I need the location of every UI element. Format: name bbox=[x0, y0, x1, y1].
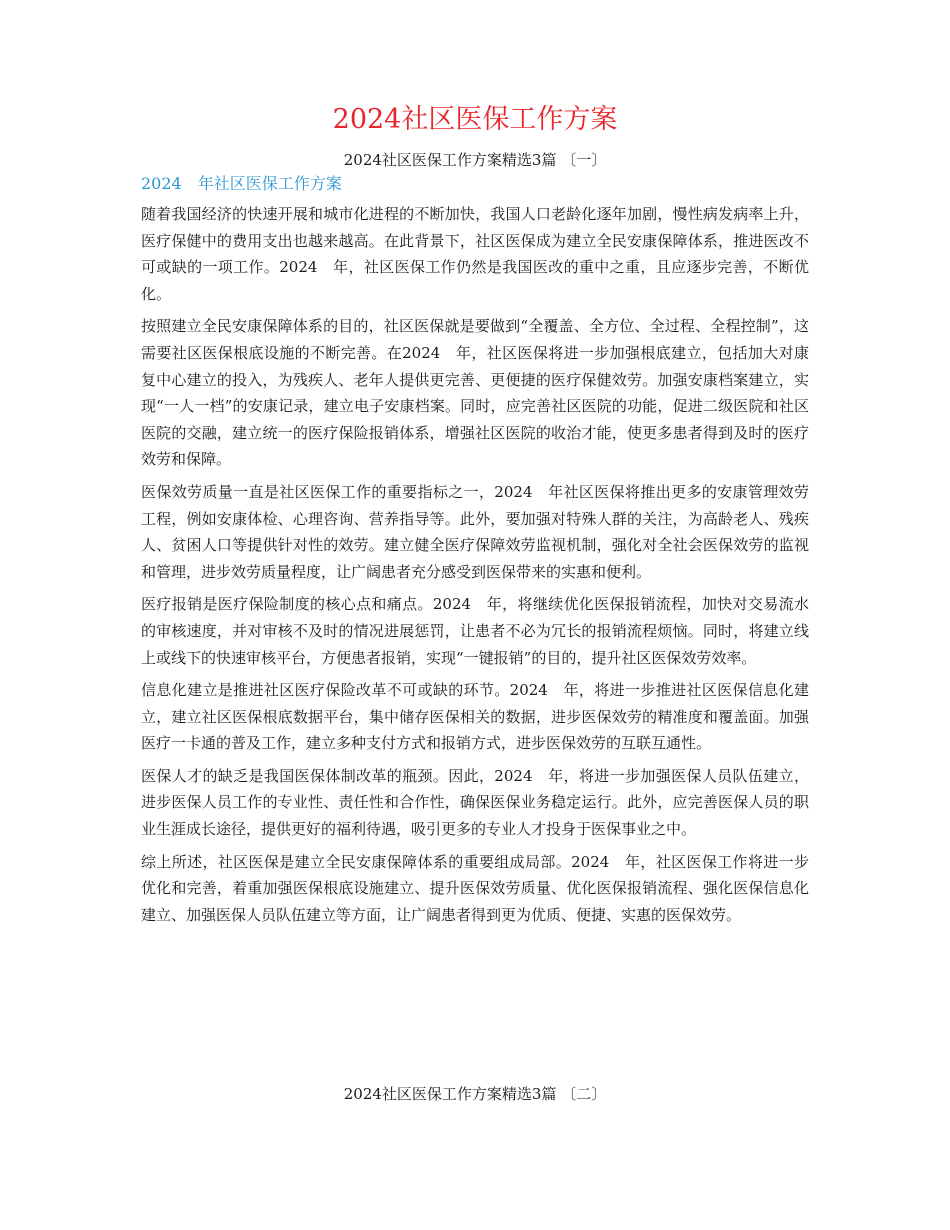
body-paragraph: 医保人才的缺乏是我国医保体制改革的瓶颈。因此，2024 年，将进一步加强医保人员队伍建立，进步医保人员工作的专业性、责任性和合作性，确保医保业务稳定运行。此外，应完善医保人员的职业生涯成长途径，提供更好的福利待遇，吸引更多的专业人才投身于医保事业之中。 bbox=[141, 766, 809, 839]
body-paragraph: 医疗报销是医疗保险制度的核心点和痛点。2024 年，将继续优化医保报销流程，加快对交易流水的审核速度，并对审核不及时的情况进展惩罚，让患者不必为冗长的报销流程烦恼。同时，将建立线上或线下的快速审核平台，方便患者报销，实现“一键报销”的目的，提升社区医保效劳效率。 bbox=[141, 595, 809, 667]
body-paragraph: 随着我国经济的快速开展和城市化进程的不断加快，我国人口老龄化逐年加剧，慢性病发病率上升，医疗保健中的费用支出也越来越高。在此背景下，社区医保成为建立全民安康保障体系，推进医改不可或缺的一项工作。2024 年，社区医保工作仍然是我国医改的重中之重，且应逐步完善，不断优化。 bbox=[141, 205, 809, 303]
body-paragraph: 综上所述，社区医保是建立全民安康保障体系的重要组成局部。2024 年，社区医保工作将进一步优化和完善，着重加强医保根底设施建立、提升医保效劳质量、优化医保报销流程、强化医保信息化建立、加强医保人员队伍建立等方面，让广阔患者得到更为优质、便捷、实惠的医保效劳。 bbox=[141, 852, 809, 924]
section-subheading-1: 2024 年社区医保工作方案 bbox=[141, 174, 342, 193]
body-paragraph: 医保效劳质量一直是社区医保工作的重要指标之一，2024 年社区医保将推出更多的安康管理效劳工程，例如安康体检、心理咨询、营养指导等。此外，要加强对特殊人群的关注，为高龄老人、残疾人、贫困人口等提供针对性的效劳。建立健全医疗保障效劳监视机制，强化对全社会医保效劳的监视和管理，进步效劳质量程度，让广阔患者充分感受到医保带来的实惠和便利。 bbox=[141, 482, 809, 581]
document-title: 2024社区医保工作方案 bbox=[332, 104, 618, 135]
section-heading-2: 2024社区医保工作方案精选3篇 〔二〕 bbox=[343, 1085, 607, 1103]
document-body bbox=[141, 201, 809, 934]
body-paragraph: 按照建立全民安康保障体系的目的，社区医保就是要做到“全覆盖、全方位、全过程、全程控制”，这需要社区医保根底设施的不断完善。在2024 年，社区医保将进一步加强根底建立，包括加大对康复中心建立的投入，为残疾人、老年人提供更完善、更便捷的医疗保健效劳。加强安康档案建立，实现“一人一档”的安康记录，建立电子安康档案。同时，应完善社区医院的功能，促进二级医院和社区医院的交融，建立统一的医疗保险报销体系，增强社区医院的收治才能，使更多患者得到及时的医疗效劳和保障。 bbox=[141, 317, 809, 469]
body-paragraph: 信息化建立是推进社区医疗保险改革不可或缺的环节。2024 年，将进一步推进社区医保信息化建立，建立社区医保根底数据平台，集中储存医保相关的数据，进步医保效劳的精准度和覆盖面。加强医疗一卡通的普及工作，建立多种支付方式和报销方式，进步医保效劳的互联互通性。 bbox=[141, 681, 809, 753]
section-heading-1: 2024社区医保工作方案精选3篇 〔一〕 bbox=[343, 151, 607, 169]
